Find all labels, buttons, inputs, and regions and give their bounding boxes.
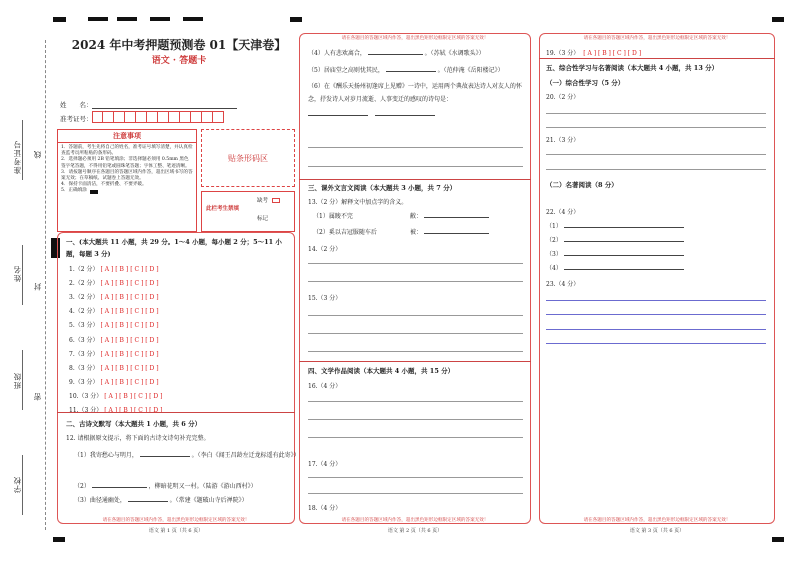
answer-line[interactable] — [546, 300, 766, 301]
section-divider — [299, 361, 531, 362]
question-21: 21.（3 分） — [546, 137, 580, 144]
choice-option-bubble[interactable]: [ A ] — [100, 294, 114, 302]
choice-number: 2.（2 分） — [69, 280, 99, 288]
answer-line[interactable] — [308, 166, 523, 167]
question-p2-6: （6）在《酬乐天扬州初逢席上见赠》一诗中，运用两个典故表达诗人对友人的怀念，抒发诗人对岁月流逝、人事变迁的感叹的诗句是： — [308, 83, 522, 103]
question-14: 14.（2 分） — [308, 246, 342, 253]
answer-line[interactable] — [308, 437, 523, 438]
choice-option-bubble[interactable]: [ A ] — [100, 350, 114, 358]
binding-fill-line — [22, 120, 23, 180]
choice-option-bubble[interactable]: [ B ] — [115, 322, 129, 330]
choice-option-bubble[interactable]: [ C ] — [130, 294, 144, 302]
question-22-part — [546, 221, 684, 230]
choice-option-bubble[interactable]: [ D ] — [145, 294, 159, 302]
question-12-1 — [74, 450, 300, 459]
answer-blank[interactable] — [424, 233, 489, 234]
choice-number: 1.（2 分） — [69, 266, 99, 273]
id-boxes[interactable] — [92, 111, 224, 123]
choice-number: 7.（3 分） — [69, 350, 99, 358]
subsection-2-title: （二）名著阅读（8 分） — [546, 181, 618, 189]
id-label: 准考证号： — [60, 115, 93, 123]
binding-seal-label: 封 — [33, 282, 42, 291]
question-13-1-answer — [410, 211, 489, 220]
page-subtitle: 语文 · 答题卡 — [151, 56, 207, 66]
question-22: 22.（4 分） — [546, 209, 580, 216]
choice-option-bubble[interactable]: [ D ] — [145, 378, 159, 386]
answer-line[interactable] — [308, 477, 523, 478]
choice-option-bubble[interactable]: [ B ] — [115, 308, 129, 316]
choice-number: 9.（3 分） — [69, 378, 99, 386]
notice-page-3: 请在各题目的答题区域内作答，超出黑色矩形边框限定区域的答案无效！ — [583, 518, 731, 523]
choice-option-bubble[interactable]: [ B ] — [115, 280, 129, 288]
choice-option-bubble[interactable]: [ A ] — [100, 336, 114, 344]
question-22-part-label: （4） — [546, 265, 562, 272]
section-1-title: 一、(本大题共 11 小题，共 29 分。1～4 小题，每小题 2 分；5～11 小题，每题 3 分) — [66, 238, 282, 258]
answer-blank[interactable] — [564, 241, 684, 242]
choice-row — [69, 363, 159, 372]
notice-page-1: 请在各题目的答题区域内作答，超出黑色矩形边框限定区域的答案无效！ — [102, 518, 250, 523]
choice-row — [69, 278, 159, 287]
section-divider — [57, 412, 295, 413]
question-22-part-label: （2） — [546, 237, 562, 244]
question-13: 13.（2 分）解释文中加点字的含义。 — [308, 199, 408, 206]
choice-option-bubble[interactable]: [ C ] — [130, 266, 144, 273]
question-15: 15.（3 分） — [308, 295, 342, 302]
choice-option-bubble[interactable]: [ B ] — [115, 266, 129, 273]
notes-item: 2．选择题必须用 2B 铅笔填涂；非选择题必须用 0.5mm 黑色签字笔答题，不得用铅笔或圆珠笔答题；字体工整、笔迹清晰。 — [61, 157, 190, 169]
answer-blank[interactable] — [386, 71, 436, 72]
answer-blank[interactable] — [424, 217, 489, 218]
question-p2-4-text: （4）人有悲欢离合， — [308, 50, 366, 57]
id-box[interactable] — [158, 111, 169, 123]
choice-option-bubble[interactable]: [ A ] — [100, 322, 114, 330]
absent-box — [201, 191, 295, 232]
answer-line[interactable] — [308, 333, 523, 334]
choice-option-bubble[interactable]: [ D ] — [145, 266, 159, 273]
marker-block — [290, 17, 302, 22]
id-box[interactable] — [180, 111, 191, 123]
section-3-title: 三、课外文言文阅读（本大题共 3 小题，共 7 分） — [308, 184, 457, 192]
question-22-part — [546, 249, 684, 258]
id-box[interactable] — [191, 111, 202, 123]
question-17: 17.（4 分） — [308, 461, 342, 468]
question-p2-5-source: 。（范仲淹《岳阳楼记》） — [437, 67, 504, 74]
choice-row — [69, 320, 159, 329]
name-input[interactable] — [92, 108, 237, 109]
answer-line[interactable] — [546, 169, 766, 170]
section-divider — [539, 58, 775, 59]
binding-dashed-line — [45, 40, 46, 530]
choice-row — [69, 292, 159, 301]
absent-checkbox[interactable] — [272, 198, 280, 203]
choice-option-bubble[interactable]: [ B ] — [115, 294, 129, 302]
id-box[interactable] — [92, 111, 103, 123]
footer-page-3: 语文 第 3 页（共 6 页） — [629, 528, 685, 534]
choice-option-bubble[interactable]: [ D ] — [145, 364, 159, 372]
id-box[interactable] — [169, 111, 180, 123]
absent-label: 缺考 — [257, 198, 269, 204]
question-p2-5 — [308, 65, 504, 74]
question-12-1-text: （1）我寄愁心与明月， — [74, 452, 138, 459]
choice-option-bubble[interactable]: [ C ] — [130, 308, 144, 316]
question-22-part — [546, 263, 684, 272]
answer-line[interactable] — [308, 351, 523, 352]
choice-number: 11.（3 分） — [69, 407, 103, 414]
choice-option-bubble[interactable]: [ D ] — [149, 407, 163, 414]
choice-row — [69, 349, 159, 358]
answer-line[interactable] — [308, 315, 523, 316]
id-box[interactable] — [103, 111, 114, 123]
answer-blank[interactable] — [564, 269, 684, 270]
question-13-2: （2）奚以吉冠服随车后 — [313, 229, 377, 236]
question-13-1-answer-label: 敝： — [410, 213, 423, 220]
notes-item: 4．保持卡面清洁，不要折叠、不要弄破。 — [61, 182, 147, 188]
filled-sample-icon — [90, 190, 98, 194]
question-13-2-answer — [410, 227, 489, 236]
binding-fill-line — [22, 455, 23, 515]
marker-block — [53, 17, 66, 22]
choice-option-bubble[interactable]: [ C ] — [134, 407, 148, 414]
id-box[interactable] — [213, 111, 224, 123]
choice-number: 10.（3 分） — [69, 392, 103, 400]
choice-option-bubble[interactable]: [ B ] — [119, 407, 133, 414]
question-12-1-source: 。（李白《闻王昌龄左迁龙标遥有此寄》） — [191, 452, 300, 459]
question-22-part-label: （1） — [546, 223, 562, 230]
answer-panel-page-2 — [299, 33, 531, 524]
choice-row — [69, 377, 159, 386]
choice-row — [69, 306, 159, 315]
choice-option-bubble[interactable]: [ D ] — [145, 308, 159, 316]
choice-number: 3.（2 分） — [69, 294, 99, 302]
choice-option-bubble[interactable]: [ B ] — [115, 364, 129, 372]
question-19-options[interactable]: [ A ] [ B ] [ C ] [ D ] — [583, 50, 642, 57]
question-19 — [546, 48, 641, 57]
answer-line[interactable] — [308, 493, 523, 494]
binding-school-label: 学校 — [13, 476, 22, 493]
answer-line[interactable] — [546, 314, 766, 315]
answer-line[interactable] — [546, 343, 766, 344]
notes-item: 1．答题前，考生先将自己的姓名，准考证号填写清楚，并认真检查监考员所粘贴的条形码。 — [61, 145, 193, 157]
choice-option-bubble[interactable]: [ C ] — [134, 392, 148, 400]
choice-row — [69, 335, 159, 344]
notes-box — [57, 129, 197, 232]
answer-line[interactable] — [546, 113, 766, 114]
choice-option-bubble[interactable]: [ C ] — [130, 350, 144, 358]
answer-blank[interactable] — [375, 115, 435, 116]
prohibit-label: 此栏考生禁填 — [206, 206, 240, 212]
answer-blank[interactable] — [368, 54, 423, 55]
answer-line[interactable] — [308, 401, 523, 402]
choice-option-bubble[interactable]: [ A ] — [100, 364, 114, 372]
id-box[interactable] — [125, 111, 136, 123]
question-12-2-text: （2） — [74, 483, 90, 490]
choice-option-bubble[interactable]: [ A ] — [100, 308, 114, 316]
question-20: 20.（2 分） — [546, 94, 580, 101]
marker-block — [117, 17, 137, 21]
notice-page-2-top: 请在各题目的答题区域内作答，超出黑色矩形边框限定区域的答案无效！ — [341, 36, 489, 41]
question-12-2 — [74, 481, 257, 490]
notes-item: 3．请按题号顺序在各题目的答题区域内作答，超出区域书写的答案无效；在草稿纸、试题卷上答题无效。 — [61, 169, 193, 182]
marker-block — [183, 17, 203, 21]
notice-page-2: 请在各题目的答题区域内作答，超出黑色矩形边框限定区域的答案无效！ — [341, 518, 489, 523]
id-box[interactable] — [147, 111, 158, 123]
choice-option-bubble[interactable]: [ A ] — [100, 378, 114, 386]
answer-blank[interactable] — [128, 501, 168, 502]
choice-option-bubble[interactable]: [ C ] — [130, 378, 144, 386]
binding-secret-label: 密 — [33, 392, 42, 401]
choice-option-bubble[interactable]: [ C ] — [130, 280, 144, 288]
footer-page-1: 语文 第 1 页（共 6 页） — [148, 528, 204, 534]
question-18: 18.（4 分） — [308, 505, 342, 512]
marker-block — [772, 17, 784, 22]
choice-option-bubble[interactable]: [ A ] — [100, 266, 114, 273]
choice-number: 4.（2 分） — [69, 308, 99, 316]
binding-id-label: 准考证号 — [13, 140, 22, 174]
marker-block — [88, 17, 108, 21]
marker-block — [53, 537, 65, 542]
answer-line[interactable] — [308, 419, 523, 420]
question-12-3-text: （3）曲径通幽处， — [74, 497, 126, 504]
binding-fill-line — [22, 350, 23, 410]
barcode-label: 贴条形码区 — [228, 153, 268, 163]
page-title: 2024 年中考押题预测卷 01【天津卷】 — [71, 38, 287, 52]
choice-option-bubble[interactable]: [ D ] — [149, 392, 163, 400]
choice-option-bubble[interactable]: [ B ] — [115, 336, 129, 344]
choice-option-bubble[interactable]: [ B ] — [115, 378, 129, 386]
binding-class-label: 班级 — [13, 372, 22, 389]
answer-line[interactable] — [308, 147, 523, 148]
choice-number: 6.（3 分） — [69, 336, 99, 344]
choice-number: 5.（3 分） — [69, 322, 99, 330]
choice-option-bubble[interactable]: [ A ] — [100, 280, 114, 288]
question-p2-4-source: 。（苏轼《水调歌头》） — [424, 50, 485, 57]
choice-option-bubble[interactable]: [ C ] — [130, 322, 144, 330]
choice-option-bubble[interactable]: [ C ] — [130, 364, 144, 372]
question-13-1: （1）属睃不完 — [313, 213, 353, 220]
question-12-3-source: 。（常建《题破山寺后禅院》） — [169, 497, 248, 504]
choice-option-bubble[interactable]: [ A ] — [104, 407, 118, 414]
answer-line[interactable] — [546, 329, 766, 330]
question-p2-4 — [308, 48, 485, 57]
choice-option-bubble[interactable]: [ A ] — [104, 392, 118, 400]
choice-option-bubble[interactable]: [ D ] — [145, 322, 159, 330]
choice-row — [69, 264, 159, 273]
answer-blank[interactable] — [564, 227, 684, 228]
choice-option-bubble[interactable]: [ D ] — [145, 280, 159, 288]
footer-page-2: 语文 第 2 页（共 6 页） — [387, 528, 443, 534]
marker-block — [150, 17, 170, 21]
section-4-title: 四、文学作品阅读（本大题共 4 小题，共 15 分） — [308, 367, 455, 375]
section-2-title: 二、古诗文默写（本大题共 1 小题，共 6 分） — [66, 420, 202, 428]
section-5-title: 五、综合性学习与名著阅读（本大题共 4 小题，共 13 分） — [546, 64, 719, 72]
choice-option-bubble[interactable]: [ D ] — [145, 336, 159, 344]
answer-blank[interactable] — [564, 255, 684, 256]
answer-blank[interactable] — [92, 487, 147, 488]
question-13-2-answer-label: 被： — [410, 229, 423, 236]
choice-option-bubble[interactable]: [ B ] — [115, 350, 129, 358]
choice-option-bubble[interactable]: [ B ] — [119, 392, 133, 400]
answer-line[interactable] — [546, 154, 766, 155]
question-p2-5-text: （5）居庙堂之高则忧其民， — [308, 67, 384, 74]
notes-item: 5．正确填涂 — [61, 188, 87, 194]
question-22-part-label: （3） — [546, 251, 562, 258]
choice-number: 8.（3 分） — [69, 364, 99, 372]
id-box[interactable] — [202, 111, 213, 123]
id-box[interactable] — [114, 111, 125, 123]
question-22-part — [546, 235, 684, 244]
mark-label: 标记 — [257, 216, 269, 222]
marker-block — [772, 537, 784, 542]
section-divider — [299, 179, 531, 180]
question-23: 23.（4 分） — [546, 281, 580, 288]
binding-fill-line — [22, 245, 23, 305]
notice-page-3-top: 请在各题目的答题区域内作答，超出黑色矩形边框限定区域的答案无效！ — [583, 36, 731, 41]
choice-option-bubble[interactable]: [ D ] — [145, 350, 159, 358]
answer-line[interactable] — [546, 127, 766, 128]
binding-line-label: 线 — [33, 150, 42, 159]
question-12: 12. 请根据原文提示，将下面的古诗文诗句补充完整。 — [66, 435, 210, 442]
answer-line[interactable] — [308, 263, 523, 264]
notes-title: 注意事项 — [58, 130, 196, 143]
question-12-2-source: ，柳暗花明又一村。（陆游《游山西村》） — [148, 483, 257, 490]
answer-line[interactable] — [308, 281, 523, 282]
question-19-label: 19.（3 分） — [546, 50, 580, 57]
name-label: 姓 名： — [60, 101, 93, 109]
choice-option-bubble[interactable]: [ C ] — [130, 336, 144, 344]
id-box[interactable] — [136, 111, 147, 123]
choice-row — [69, 391, 162, 400]
question-16: 16.（4 分） — [308, 383, 342, 390]
subsection-1-title: （一）综合性学习（5 分） — [546, 79, 625, 87]
binding-name-label: 姓名 — [13, 265, 22, 282]
answer-blank[interactable] — [308, 115, 368, 116]
answer-blank[interactable] — [140, 456, 190, 457]
barcode-area — [201, 129, 295, 187]
question-12-3 — [74, 495, 248, 504]
